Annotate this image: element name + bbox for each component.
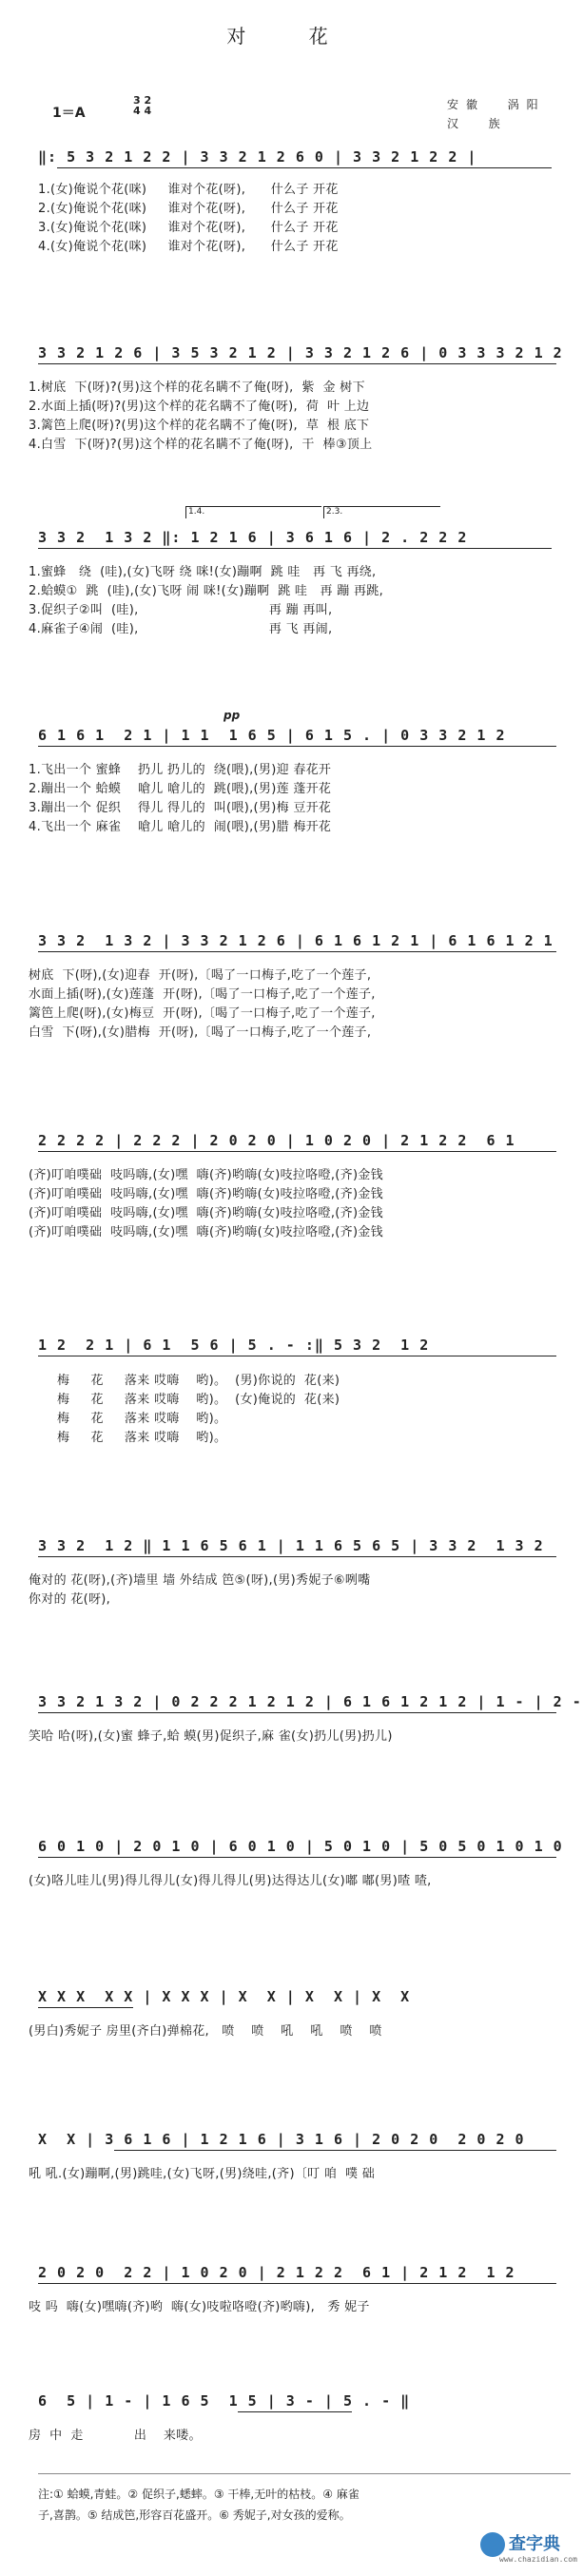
lyric-verse-1: 俺对的 花(呀),(齐)墙里 墙 外结成 笆⑤(呀),(男)秀妮子⑥咧嘴	[29, 1573, 371, 1588]
beam-line	[38, 951, 556, 952]
key-signature: 1＝A	[52, 106, 86, 121]
lyric-verse-1: 吼 吼.(女)蹦啊,(男)跳哇,(女)飞呀,(男)绕哇,(齐)〔叮 咱 噗 础	[29, 2167, 376, 2181]
beam-line	[38, 746, 556, 747]
beam-line	[38, 548, 552, 549]
footnotes	[38, 2473, 571, 2526]
lyric-verse-2: 梅 花 落来 哎嗨 哟)。 (女)俺说的 花(来)	[57, 1393, 340, 1407]
lyric-verse-1: 1.蜜蜂 绕 (哇),(女)飞呀 绕 咪!(女)蹦啊 跳 哇 再 飞 再绕,	[29, 565, 377, 579]
footnote-line-2: 子,喜鹊。⑤ 结成笆,形容百花盛开。⑥ 秀妮子,对女孩的爱称。	[38, 2508, 351, 2522]
beam-line	[38, 1712, 556, 1713]
beam-line	[38, 1151, 556, 1152]
notation-line: X X | 3 6 1 6 | 1 2 1 6 | 3 1 6 | 2 0 2 0 2 0 2 0	[38, 2131, 525, 2148]
logo-mark-icon	[480, 2532, 505, 2557]
notation-line: 3 3 2 1 2 6 | 3 5 3 2 1 2 | 3 3 2 1 2 6 | 0 3 3 3 2 1 2	[38, 344, 563, 361]
beam-line	[38, 2007, 133, 2008]
notation-line: 3 3 2 1 3 2 ‖: 1 2 1 6 | 3 6 1 6 | 2 . 2 2 2	[38, 529, 468, 546]
lyric-verse-3: 3.篱笆上爬(呀)?(男)这个样的花名瞒不了俺(呀), 草 根 底下	[29, 419, 370, 433]
lyric-verse-2: 你对的 花(呀),	[29, 1592, 111, 1607]
lyric-verse-1: (男白)秀妮子 房里(齐白)弹棉花, 喷 喷 吼 吼 喷 喷	[29, 2024, 382, 2039]
page-title: 对 花	[226, 25, 357, 48]
notation-line: 2 2 2 2 | 2 2 2 | 2 0 2 0 | 1 0 2 0 | 2 1 2 2 6 1	[38, 1132, 515, 1149]
lyric-verse-1: 吱 吗 嗨(女)嘿嗨(齐)哟 嗨(女)吱啦咯噔(齐)哟嗨), 秀 妮子	[29, 2300, 370, 2314]
lyric-verse-1: (齐)叮咱噗础 吱吗嗨,(女)嘿 嗨(齐)哟嗨(女)吱拉咯噔,(齐)金钱	[29, 1168, 383, 1182]
lyric-verse-1: (女)咯儿哇儿(男)得儿得儿(女)得儿得儿(男)达得达儿(女)嘟 嘟(男)喳 喳,	[29, 1874, 432, 1888]
lyric-verse-4: 4.麻雀子④闹 (哇), 再 飞 再闹,	[29, 622, 333, 636]
lyric-verse-4: 4.白雪 下(呀)?(男)这个样的花名瞒不了俺(呀), 干 棒③顶上	[29, 438, 373, 452]
lyric-verse-1: 1.(女)俺说个花(咪) 谁对个花(呀), 什么子 开花	[38, 183, 339, 197]
time-signature-top: 3 2	[133, 94, 152, 107]
notation-line: 3 3 2 1 3 2 | 0 2 2 2 1 2 1 2 | 6 1 6 1 2 1 2 | 1 - | 2 -	[38, 1693, 582, 1710]
beam-line	[114, 2150, 556, 2151]
lyric-verse-1: 笑哈 哈(呀),(女)蜜 蜂子,蛤 蟆(男)促织子,麻 雀(女)扔儿(男)扔儿)	[29, 1729, 393, 1744]
lyric-verse-1: 房 中 走 出 来喽。	[29, 2429, 202, 2443]
lyric-verse-4: 4.飞出一个 麻雀 嗆儿 嗆儿的 闹(喂),(男)腊 梅开花	[29, 820, 332, 834]
beam-line	[38, 2283, 556, 2284]
lyric-verse-2: 水面上插(呀),(女)莲蓬 开(呀),〔喝了一口梅子,吃了一个莲子,	[29, 987, 376, 1002]
notation-line: 6 5 | 1 - | 1 6 5 1 5 | 3 - | 5 . - ‖	[38, 2392, 411, 2410]
lyric-verse-2: 2.(女)俺说个花(咪) 谁对个花(呀), 什么子 开花	[38, 202, 339, 216]
lyric-verse-4: 梅 花 落来 哎嗨 哟)。	[57, 1431, 227, 1445]
lyric-verse-3: (齐)叮咱噗础 吱吗嗨,(女)嘿 嗨(齐)哟嗨(女)吱拉咯噔,(齐)金钱	[29, 1206, 383, 1220]
lyric-verse-2: (齐)叮咱噗础 吱吗嗨,(女)嘿 嗨(齐)哟嗨(女)吱拉咯噔,(齐)金钱	[29, 1187, 383, 1201]
lyric-verse-3: 3.蹦出一个 促织 得儿 得儿的 叫(喂),(男)梅 豆开花	[29, 801, 332, 815]
logo-url: www.chazidian.com	[499, 2555, 577, 2564]
lyric-verse-4: 4.(女)俺说个花(咪) 谁对个花(呀), 什么子 开花	[38, 240, 339, 254]
song-origin	[447, 95, 546, 133]
footnote-line-1: 注:① 蛤蟆,青蛙。② 促织子,蟋蟀。③ 干棒,无叶的枯枝。④ 麻雀	[38, 2488, 360, 2501]
notation-line: ‖: 5 3 2 1 2 2 | 3 3 2 1 2 6 0 | 3 3 2 1 2 2 |	[38, 148, 477, 166]
lyric-verse-1: 1.飞出一个 蜜蜂 扔儿 扔儿的 绕(喂),(男)迎 春花开	[29, 763, 332, 777]
notation-line: 2 0 2 0 2 2 | 1 0 2 0 | 2 1 2 2 6 1 | 2 1 2 1 2	[38, 2264, 515, 2281]
lyric-verse-1: 1.树底 下(呀)?(男)这个样的花名瞒不了俺(呀), 紫 金 树下	[29, 381, 365, 395]
origin-region: 安徽 涡阳	[447, 98, 546, 111]
notation-line: 6 1 6 1 2 1 | 1 1 1 6 5 | 6 1 5 . | 0 3 3 2 1 2	[38, 727, 506, 744]
beam-line	[238, 2411, 352, 2412]
dynamic-marking: pp	[223, 709, 241, 722]
time-signature-bottom: 4 4	[133, 105, 152, 117]
watermark-logo	[480, 2530, 575, 2572]
beam-line	[57, 167, 552, 168]
logo-brand: 查字典	[509, 2534, 560, 2554]
lyric-verse-4: 白雪 下(呀),(女)腊梅 开(呀),〔喝了一口梅子,吃了一个莲子,	[29, 1025, 372, 1040]
lyric-verse-3: 梅 花 落来 哎嗨 哟)。	[57, 1412, 227, 1426]
lyric-verse-2: 2.水面上插(呀)?(男)这个样的花名瞒不了俺(呀), 荷 叶 上边	[29, 400, 370, 414]
notation-line: X X X X X | X X X | X X | X X | X X	[38, 1988, 411, 2005]
notation-line: 1 2 2 1 | 6 1 5 6 | 5 . - :‖ 5 3 2 1 2	[38, 1337, 430, 1354]
lyric-verse-3: 3.(女)俺说个花(咪) 谁对个花(呀), 什么子 开花	[38, 221, 339, 235]
volta-2: 2.3.	[323, 506, 440, 518]
lyric-verse-2: 2.蹦出一个 蛤蟆 嗆儿 嗆儿的 跳(喂),(男)莲 蓬开花	[29, 782, 332, 796]
lyric-verse-3: 篱笆上爬(呀),(女)梅豆 开(呀),〔喝了一口梅子,吃了一个莲子,	[29, 1006, 376, 1021]
origin-ethnicity: 汉 族	[447, 117, 508, 130]
beam-line	[38, 363, 556, 364]
notation-line: 3 3 2 1 2 ‖ 1 1 6 5 6 1 | 1 1 6 5 6 5 | 3 3 2 1 3 2	[38, 1537, 544, 1554]
lyric-verse-1: 树底 下(呀),(女)迎春 开(呀),〔喝了一口梅子,吃了一个莲子,	[29, 968, 372, 983]
lyric-verse-4: (齐)叮咱噗础 吱吗嗨,(女)嘿 嗨(齐)哟嗨(女)吱拉咯噔,(齐)金钱	[29, 1225, 383, 1239]
lyric-verse-2: 2.蛤蟆① 跳 (哇),(女)飞呀 闹 咪!(女)蹦啊 跳 哇 再 蹦 再跳,	[29, 584, 384, 598]
beam-line	[38, 1556, 556, 1557]
lyric-verse-3: 3.促织子②叫 (哇), 再 蹦 再叫,	[29, 603, 333, 617]
volta-1: 1.4.	[185, 506, 321, 518]
notation-line: 3 3 2 1 3 2 | 3 3 2 1 2 6 | 6 1 6 1 2 1 | 6 1 6 1 2 1	[38, 932, 554, 949]
notation-line: 6 0 1 0 | 2 0 1 0 | 6 0 1 0 | 5 0 1 0 | 5 0 5 0 1 0 1 0	[38, 1838, 563, 1855]
lyric-verse-1: 梅 花 落来 哎嗨 哟)。 (男)你说的 花(来)	[57, 1374, 340, 1388]
beam-line	[38, 1857, 556, 1858]
time-signature	[133, 95, 151, 116]
